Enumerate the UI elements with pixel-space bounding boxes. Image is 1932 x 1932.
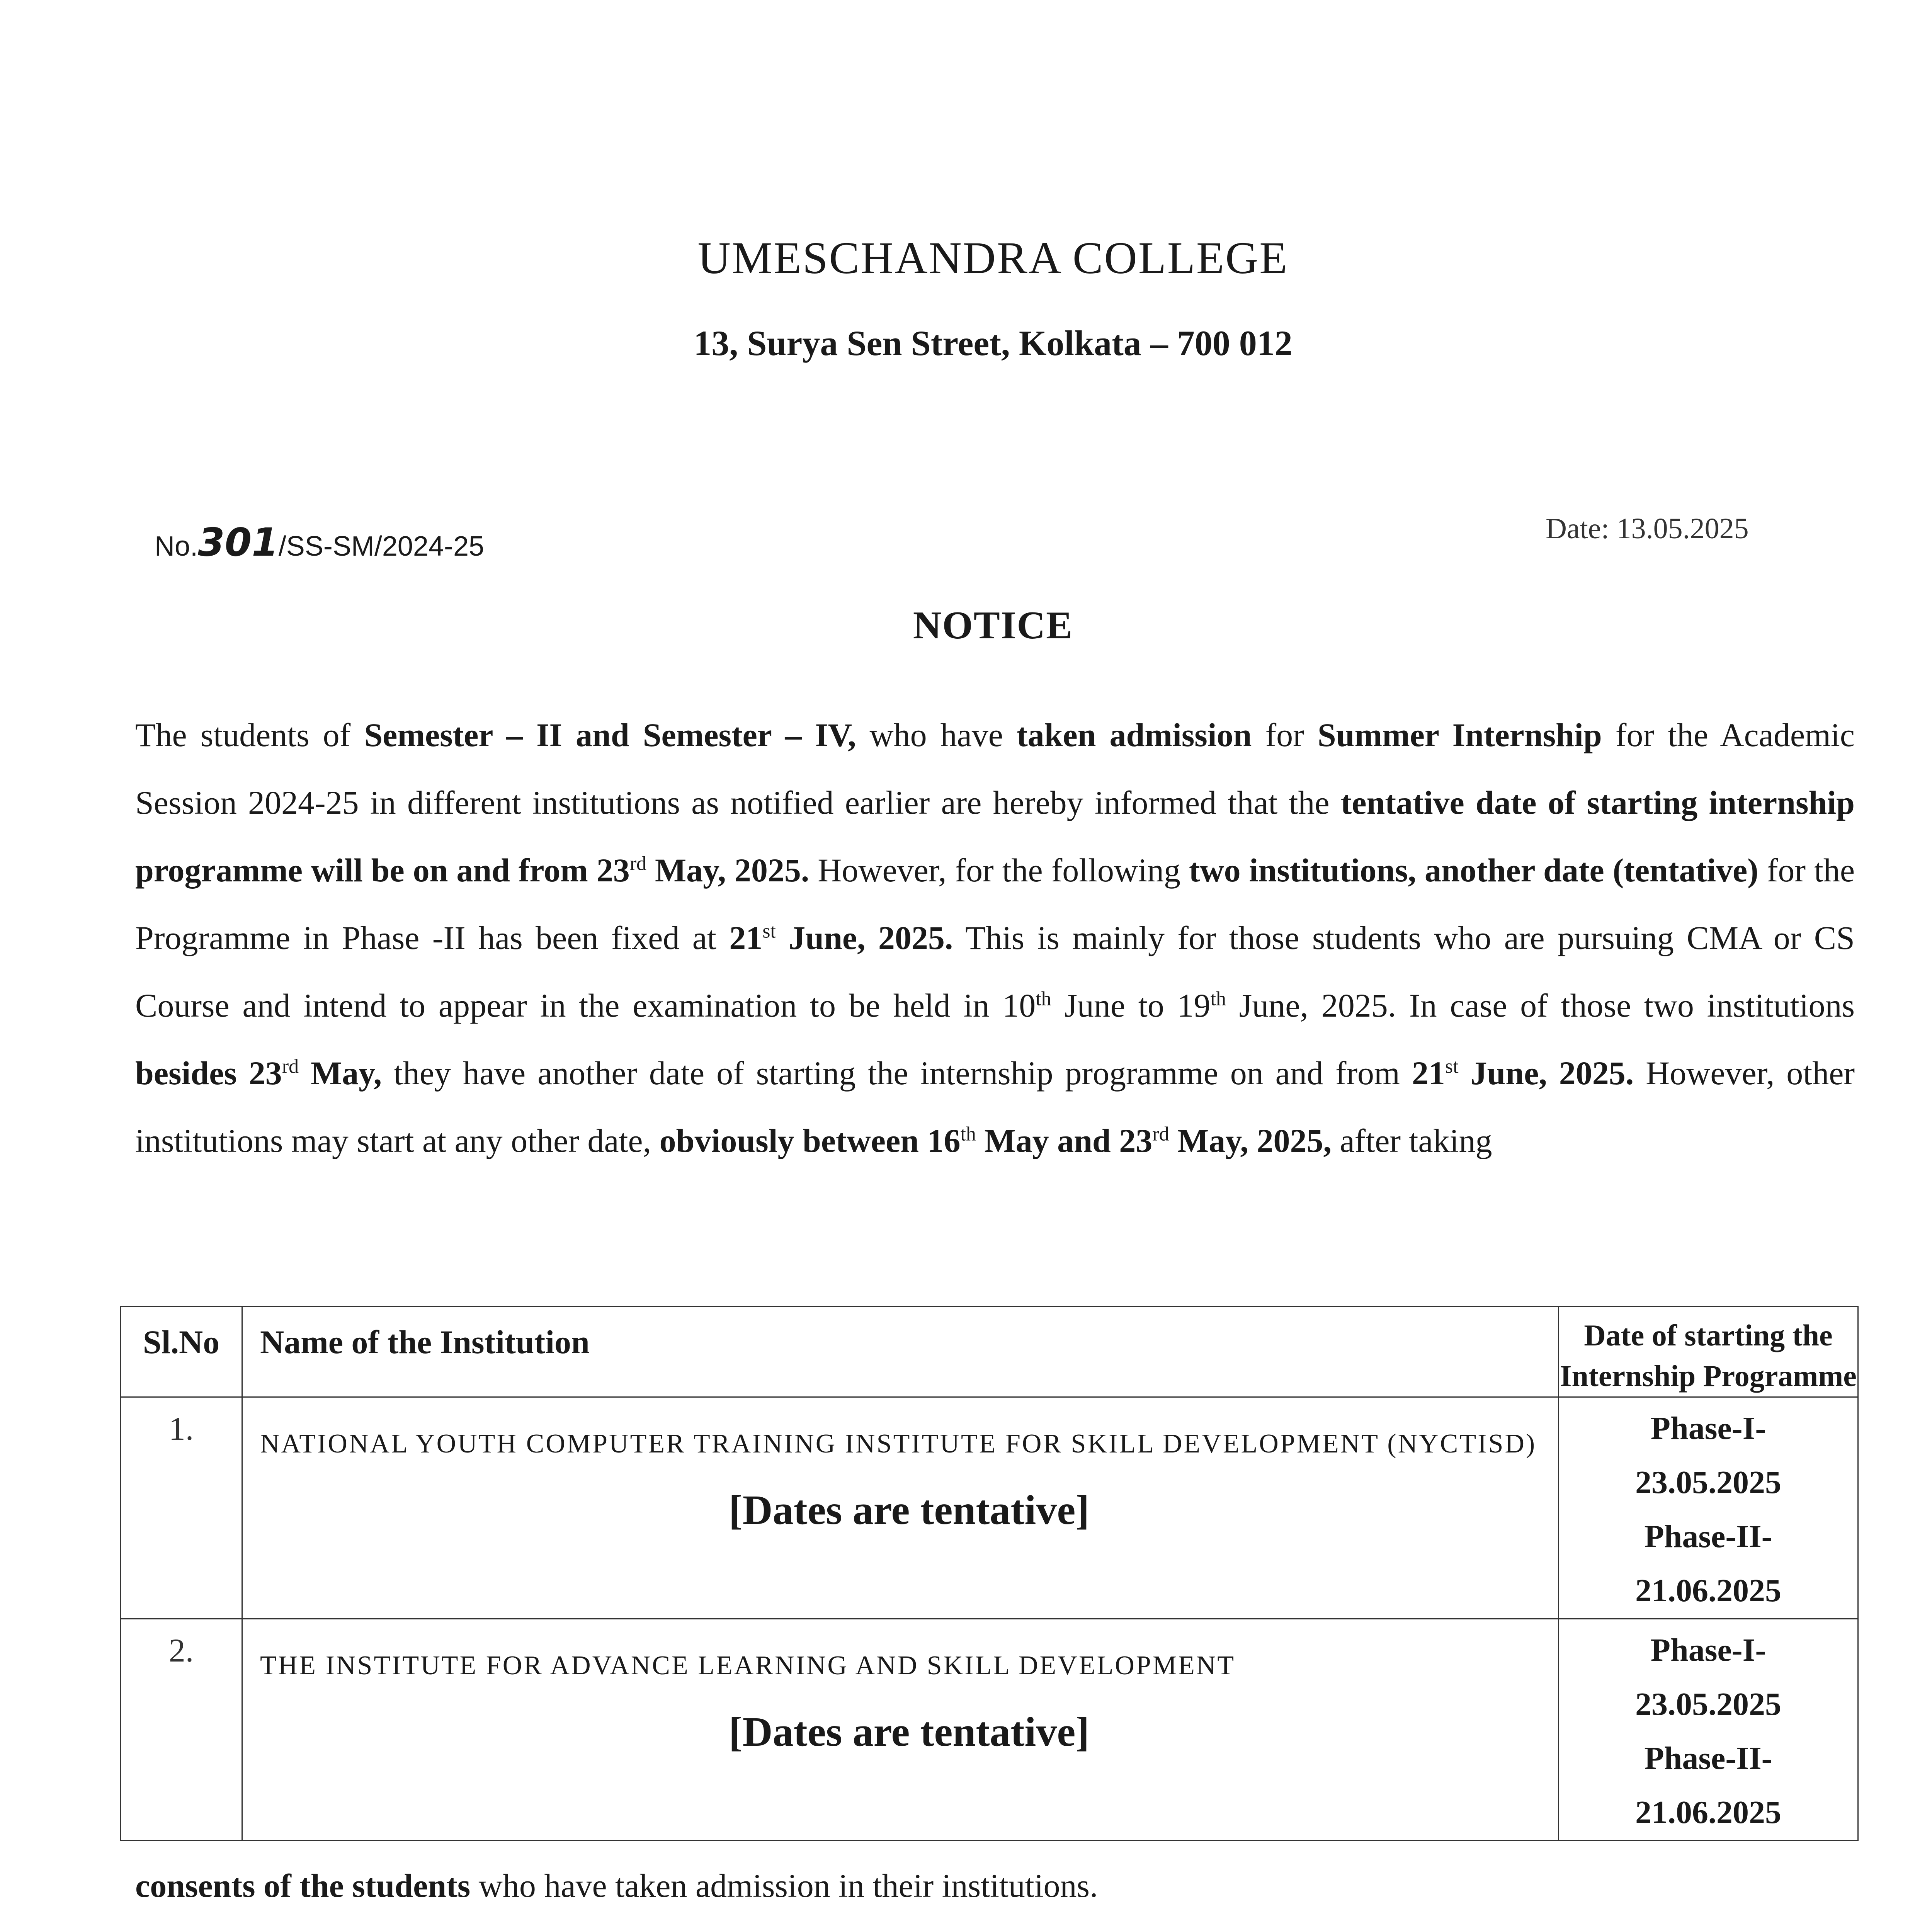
row-sl-no: 2. [121, 1619, 242, 1841]
college-name: UMESCHANDRA COLLEGE [697, 233, 1289, 283]
closing-rest: who have taken admission in their institutions. [470, 1867, 1098, 1904]
reference-prefix: No. [155, 531, 198, 562]
institution-name: NATIONAL YOUTH COMPUTER TRAINING INSTITUTE FOR SKILL DEVELOPMENT (NYCTISD) [260, 1429, 1537, 1459]
phase2-date: 21.06.2025 [1635, 1573, 1781, 1609]
reference-suffix: /SS-SM/2024-25 [278, 531, 485, 562]
phase1-label: Phase-I- [1650, 1410, 1766, 1446]
row-dates [1559, 1397, 1858, 1619]
phase2-label: Phase-II- [1644, 1519, 1772, 1554]
notice-date: Date: 13.05.2025 [1546, 512, 1749, 545]
table-header-row [121, 1307, 1858, 1397]
notice-title: NOTICE [913, 604, 1073, 647]
tentative-note: [Dates are tentative] [728, 1487, 1090, 1533]
phase1-date: 23.05.2025 [1635, 1686, 1781, 1722]
notice-body: The students of Semester – II and Semester – IV, who have taken admission for Summer Internship for the Academic Session 2024-25 in different institutions as notified earlier are hereby informed that the tentative date of starting internship programme will be on and from 23rd May, 2025. However, for the following two institutions, another date (tentative) for the Programme in Phase -II has been fixed at 21st June, 2025. This is mainly for those students who are pursuing CMA or CS Course and intend to appear in the examination to be held in 10th June to 19th June, 2025. In case of those two institutions besides 23rd May, they have another date of starting the internship programme on and from 21st June, 2025. However, other institutions may start at any other date, obviously between 16th May and 23rd May, 2025, after taking [135, 716, 1855, 1159]
header-sl-no: Sl.No [121, 1307, 242, 1397]
closing-bold: consents of the students [135, 1867, 471, 1904]
table-row [121, 1619, 1858, 1841]
row-sl-no: 1. [121, 1397, 242, 1619]
closing-text [135, 1866, 1098, 1905]
institution-name: THE INSTITUTE FOR ADVANCE LEARNING AND SKILL DEVELOPMENT [260, 1651, 1236, 1680]
handwritten-reference-number: 301 [198, 520, 279, 565]
phase1-label: Phase-I- [1650, 1632, 1766, 1668]
header-start-date: Date of starting the Internship Programme [1559, 1307, 1858, 1397]
row-institution [242, 1619, 1559, 1841]
header-institution-name: Name of the Institution [242, 1307, 1559, 1397]
row-dates [1559, 1619, 1858, 1841]
row-institution [242, 1397, 1559, 1619]
reference-number [155, 520, 484, 565]
college-address: 13, Surya Sen Street, Kolkata – 700 012 [694, 323, 1293, 363]
table-row [121, 1397, 1858, 1619]
tentative-note: [Dates are tentative] [728, 1709, 1090, 1755]
phase2-label: Phase-II- [1644, 1740, 1772, 1776]
institutions-table [120, 1306, 1859, 1841]
phase1-date: 23.05.2025 [1635, 1464, 1781, 1500]
phase2-date: 21.06.2025 [1635, 1794, 1781, 1830]
